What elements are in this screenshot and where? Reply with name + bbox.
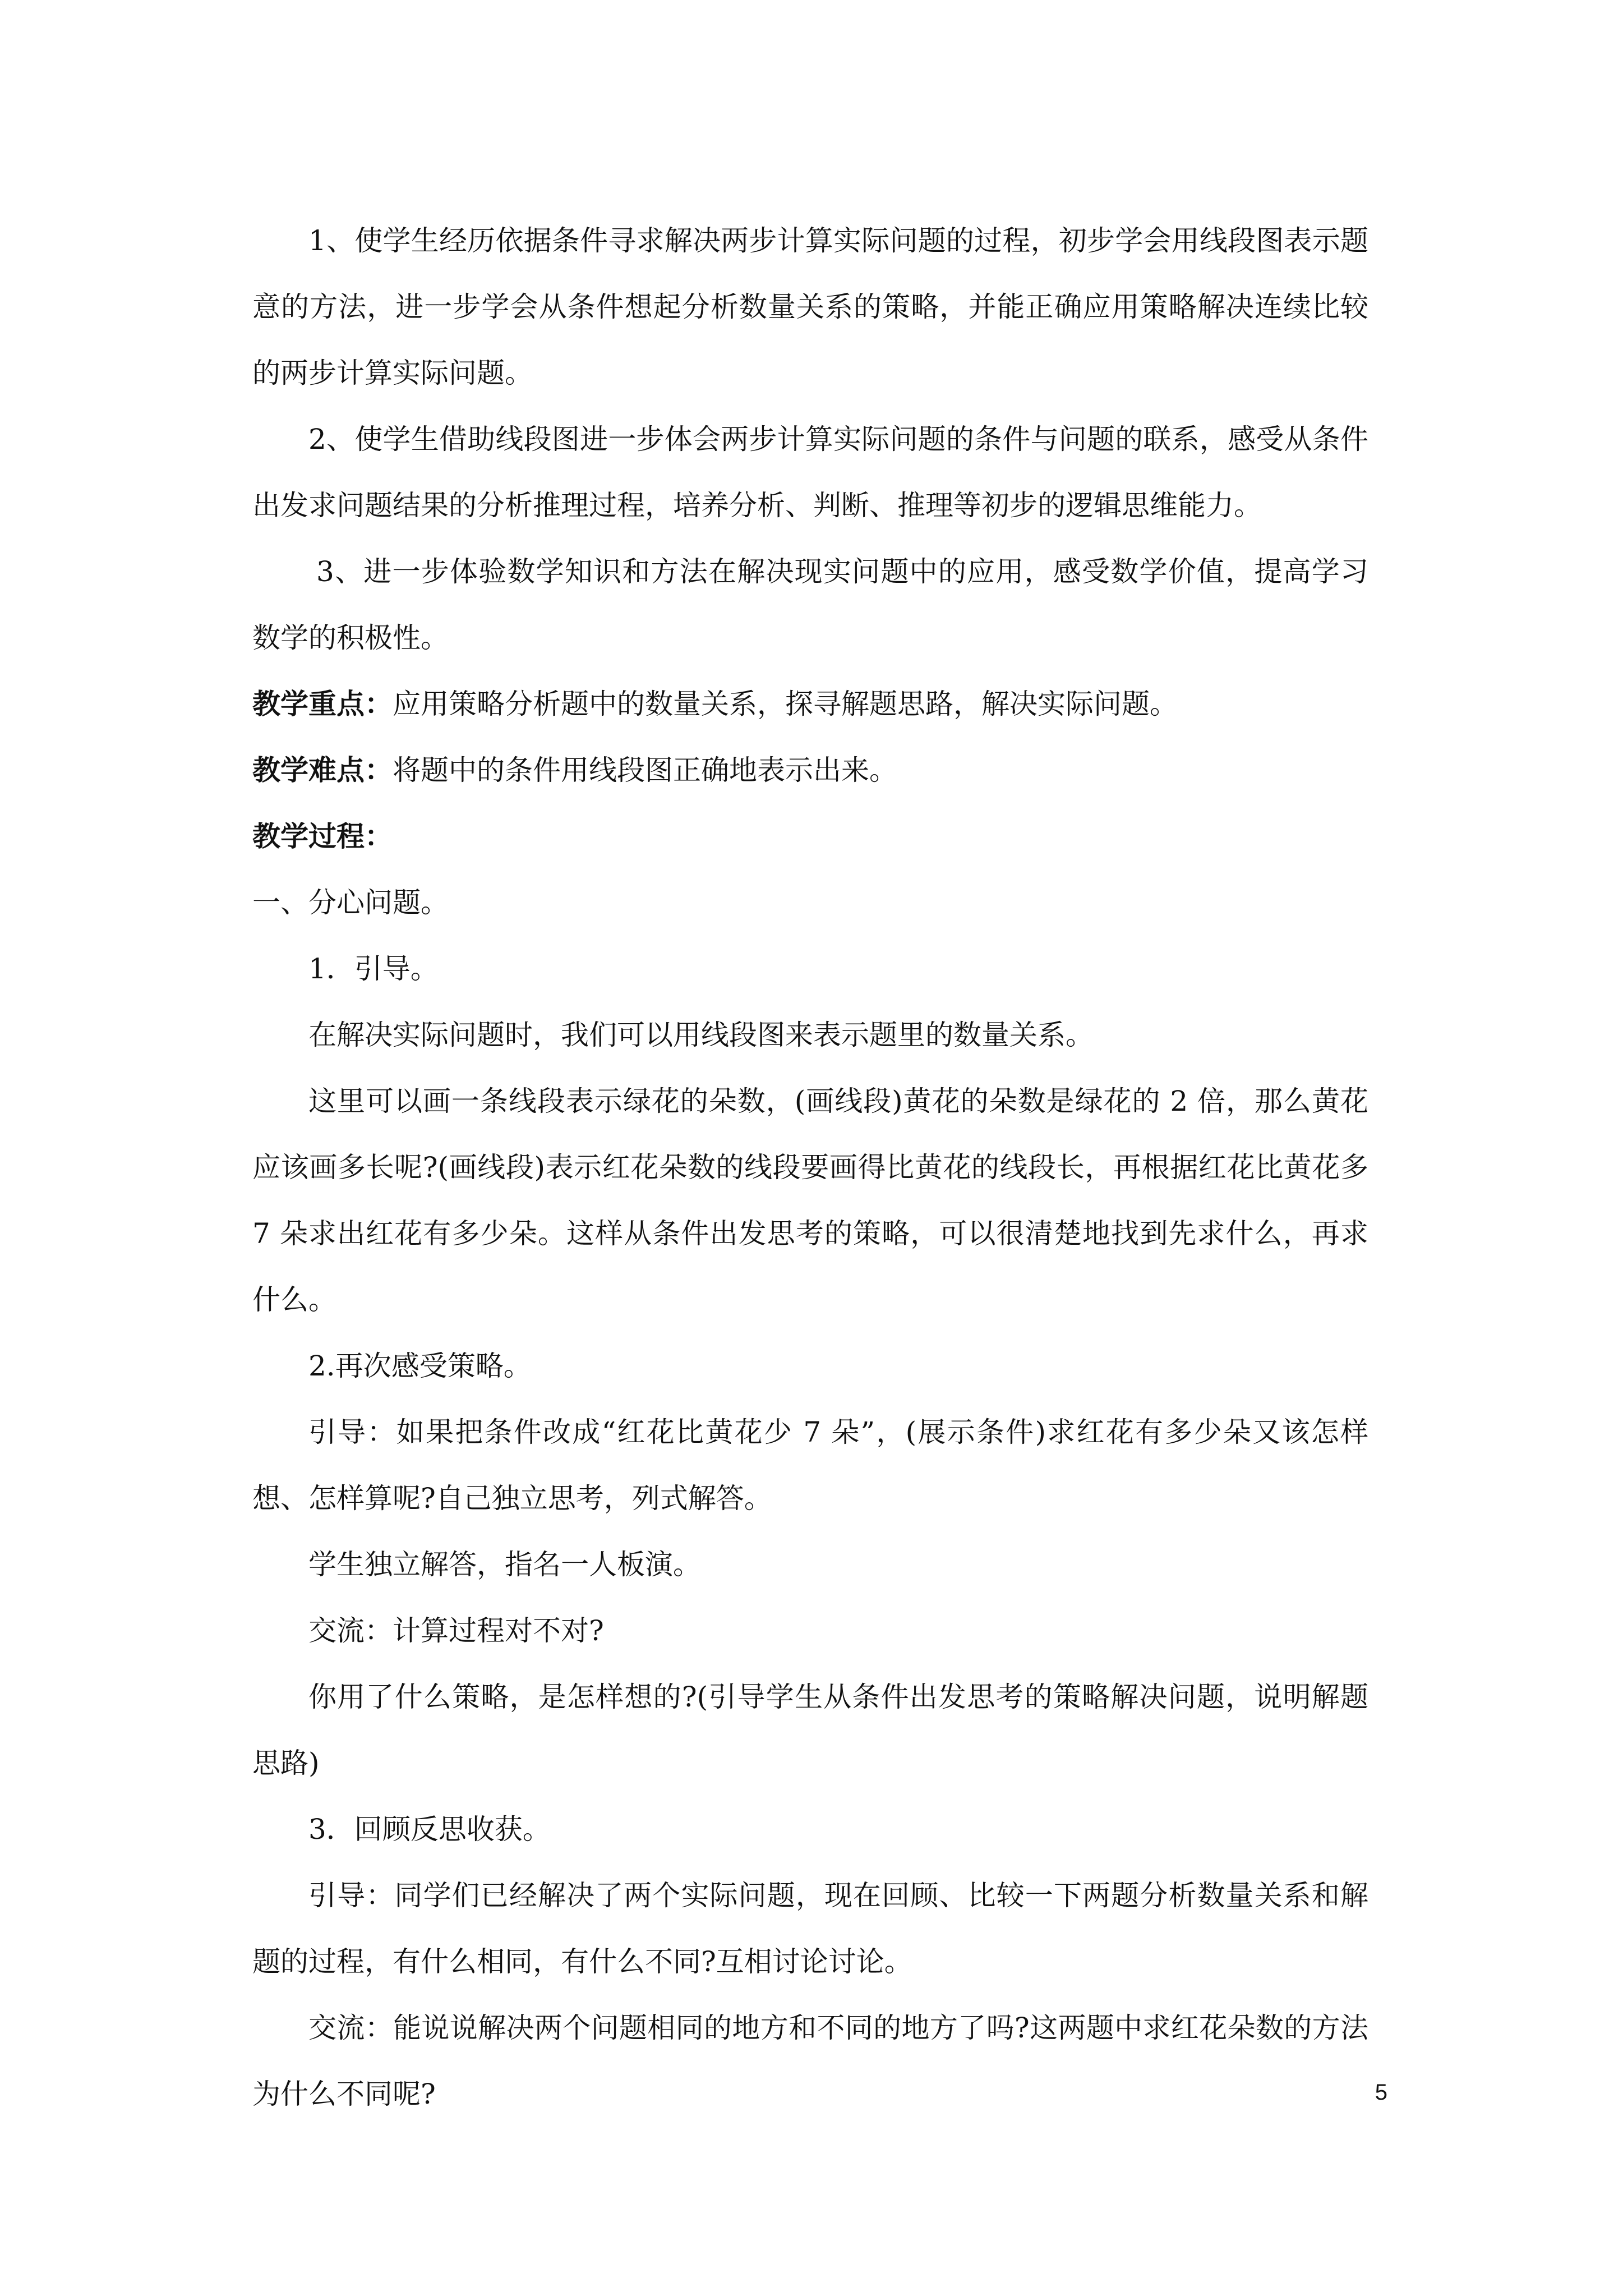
step-2-paragraph-3: 交流：计算过程对不对? bbox=[308, 1614, 604, 1647]
objective-1: 1、使学生经历依据条件寻求解决两步计算实际问题的过程，初步学会用线段图表示题意的方法，进一步学会从条件想起分析数量关系的策略，并能正确应用策略解决连续比较的两步计算实际问题。 bbox=[252, 224, 1368, 389]
step-1-paragraph-1: 在解决实际问题时，我们可以用线段图来表示题里的数量关系。 bbox=[308, 1019, 1094, 1051]
document-body bbox=[252, 208, 1368, 2127]
step-3-paragraph-1: 引导：同学们已经解决了两个实际问题，现在回顾、比较一下两题分析数量关系和解题的过程，有什么相同，有什么不同?互相讨论讨论。 bbox=[252, 1879, 1368, 1978]
difficult-point-text: 将题中的条件用线段图正确地表示出来。 bbox=[393, 754, 897, 786]
section-1-heading: 一、分心问题。 bbox=[252, 886, 449, 919]
step-2-paragraph-4: 你用了什么策略，是怎样想的?(引导学生从条件出发思考的策略解决问题，说明解题思路) bbox=[252, 1681, 1368, 1779]
key-point-text: 应用策略分析题中的数量关系，探寻解题思路，解决实际问题。 bbox=[393, 688, 1178, 720]
step-2-paragraph-1: 引导：如果把条件改成“红花比黄花少 7 朵”，(展示条件)求红花有多少朵又该怎样想、怎样算呢?自己独立思考，列式解答。 bbox=[252, 1416, 1368, 1515]
process-heading: 教学过程： bbox=[252, 820, 393, 853]
step-2-paragraph-2: 学生独立解答，指名一人板演。 bbox=[308, 1548, 701, 1581]
step-2-heading: 2.再次感受策略。 bbox=[308, 1350, 532, 1382]
objective-2: 2、使学生借助线段图进一步体会两步计算实际问题的条件与问题的联系，感受从条件出发求问题结果的分析推理过程，培养分析、判断、推理等初步的逻辑思维能力。 bbox=[252, 423, 1368, 522]
key-point-label: 教学重点： bbox=[252, 687, 393, 720]
step-3-heading: 3．回顾反思收获。 bbox=[308, 1813, 551, 1846]
objective-3: 3、进一步体验数学知识和方法在解决现实问题中的应用，感受数学价值，提高学习数学的积极性。 bbox=[252, 555, 1368, 654]
step-1-heading: 1．引导。 bbox=[308, 953, 439, 985]
step-3-paragraph-2: 交流：能说说解决两个问题相同的地方和不同的地方了吗?这两题中求红花朵数的方法为什么不同呢? bbox=[252, 2012, 1368, 2110]
difficult-point-label: 教学难点： bbox=[252, 753, 393, 786]
key-point bbox=[252, 671, 1368, 737]
difficult-point bbox=[252, 737, 1368, 803]
step-1-paragraph-2: 这里可以画一条线段表示绿花的朵数，(画线段)黄花的朵数是绿花的 2 倍，那么黄花应该画多长呢?(画线段)表示红花朵数的线段要画得比黄花的线段长，再根据红花比黄花多 7 朵求出红花有多少朵。这样从条件出发思考的策略，可以很清楚地找到先求什么，再求什么。 bbox=[252, 1085, 1368, 1316]
page-number: 5 bbox=[1375, 2080, 1387, 2105]
